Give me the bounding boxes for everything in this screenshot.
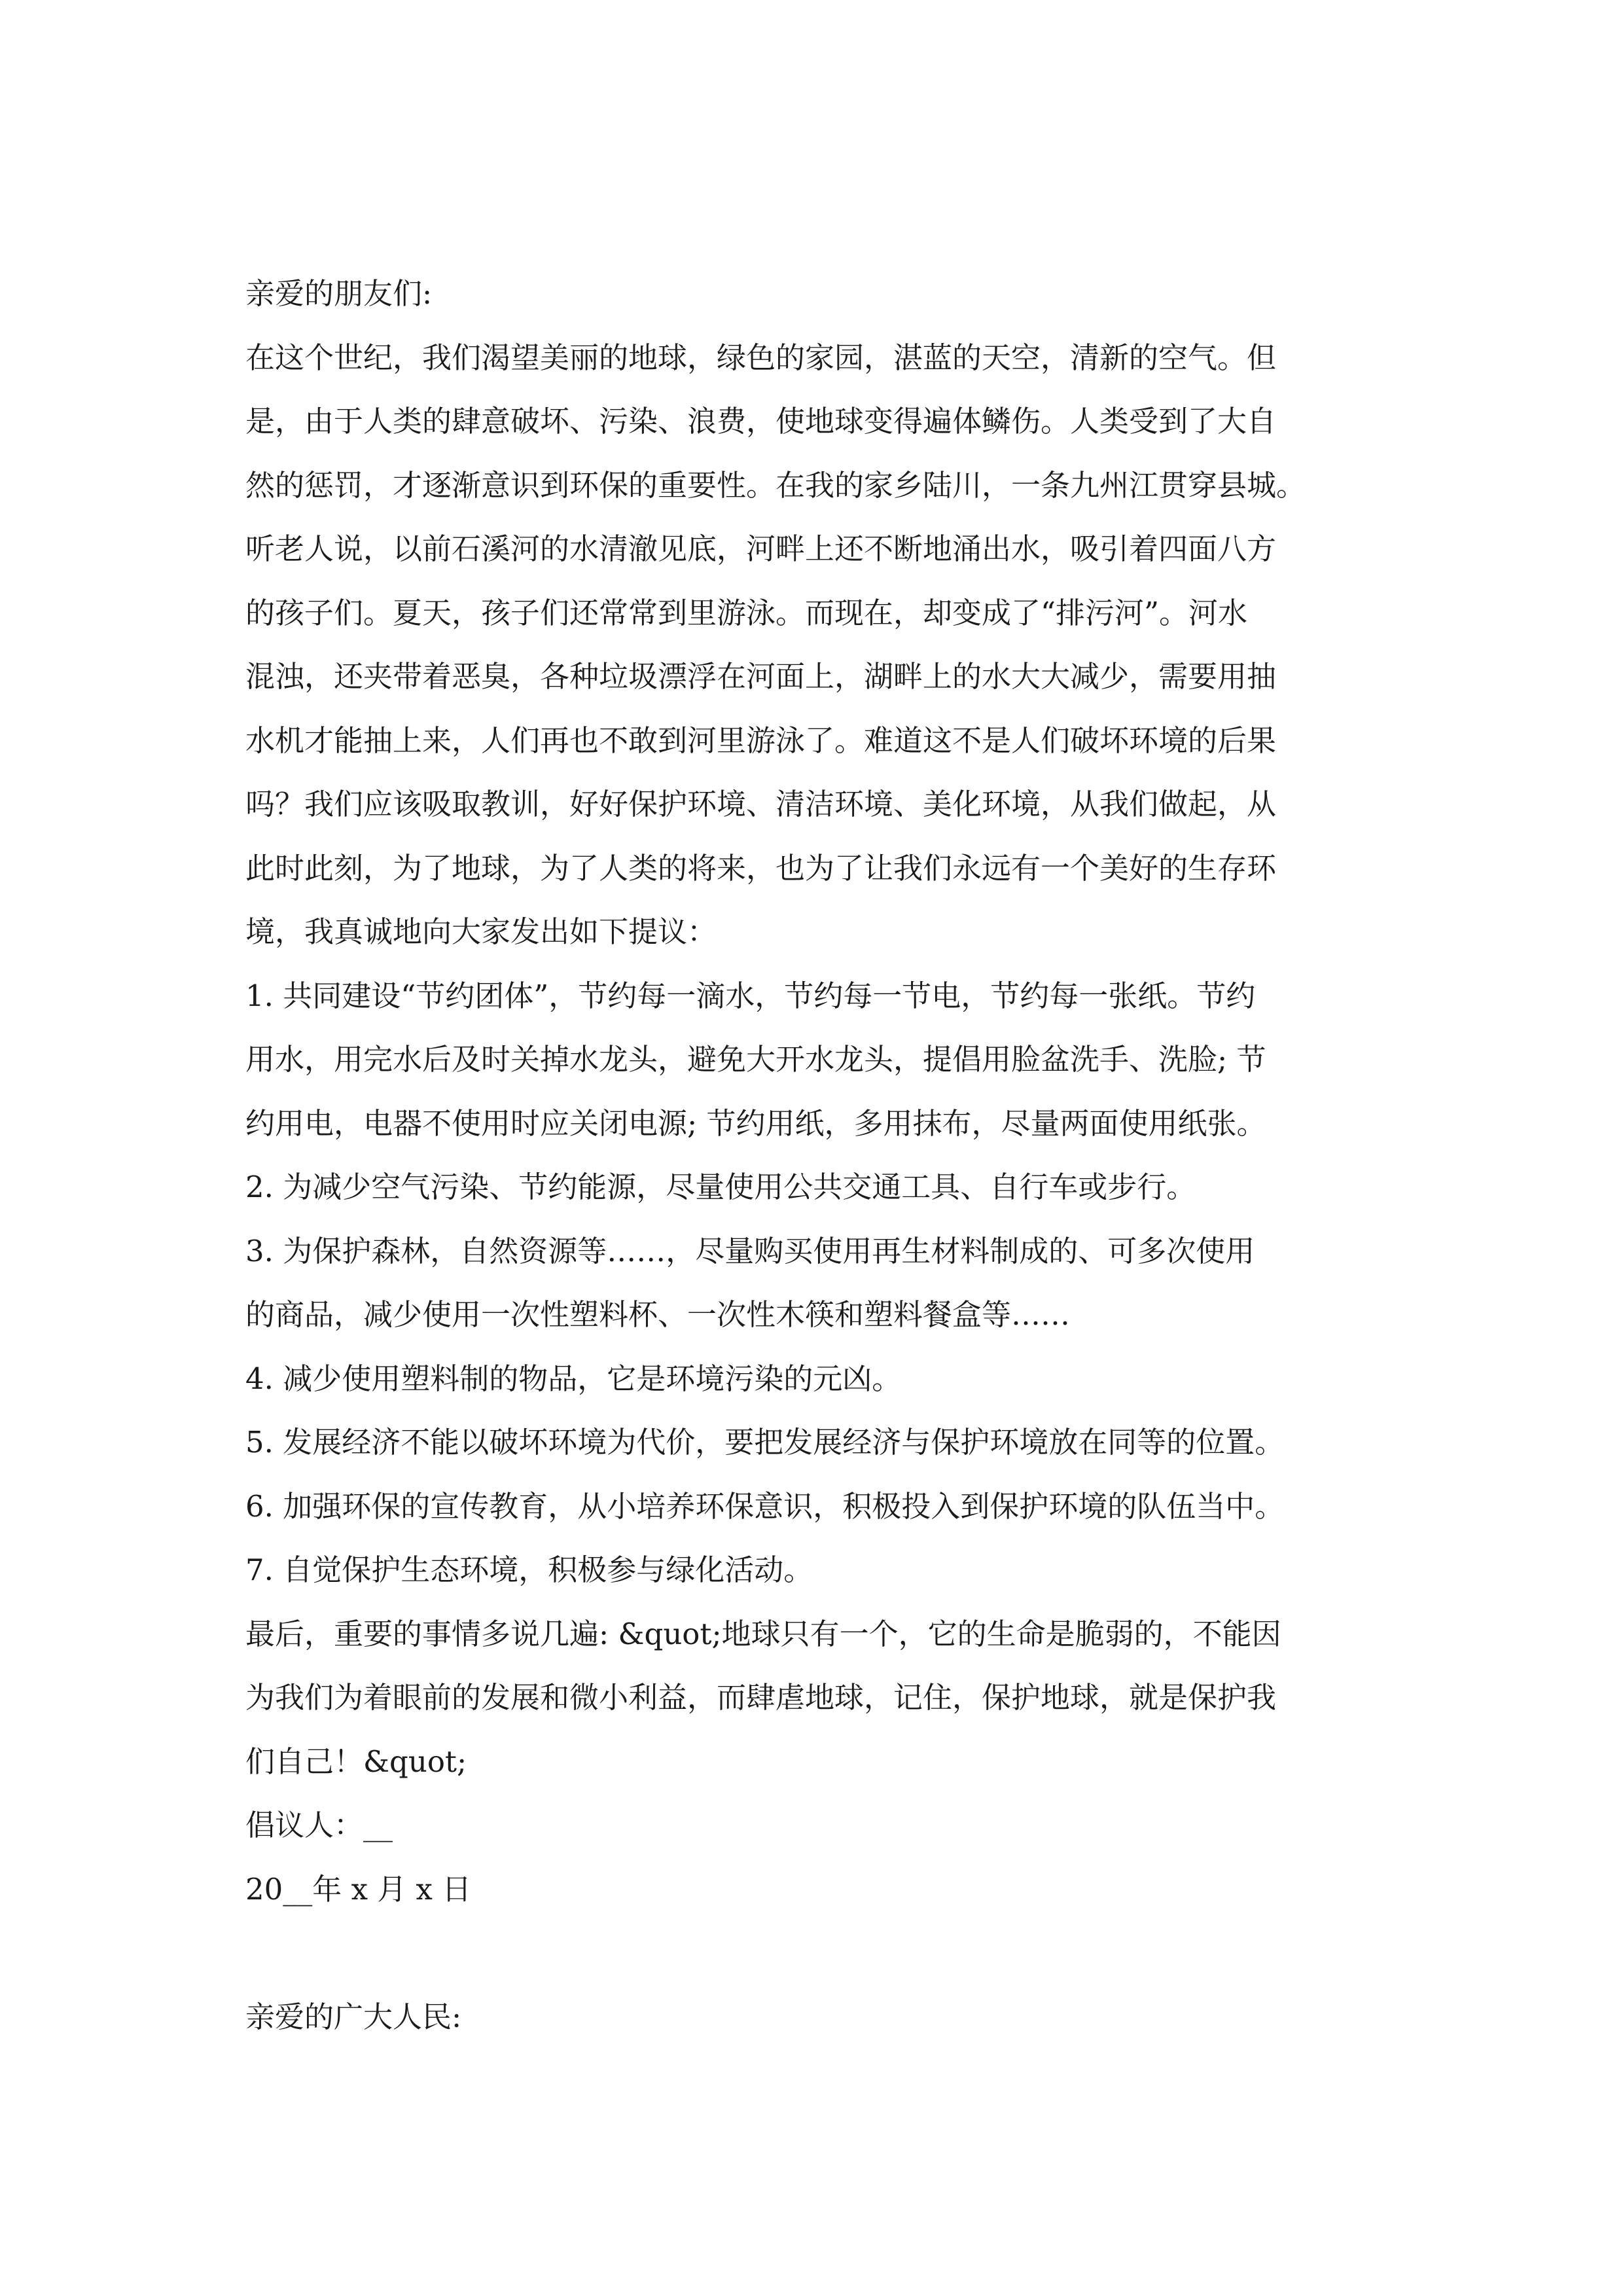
- proposal-item-1-cont: 用水，用完水后及时关掉水龙头，避免大开水龙头，提倡用脸盆洗手、洗脸; 节: [245, 1042, 1266, 1077]
- paragraph-line: 然的惩罚，才逐渐意识到环保的重要性。在我的家乡陆川，一条九州江贯穿县城。: [245, 467, 1306, 503]
- proposal-item-1-cont: 约用电，电器不使用时应关闭电源; 节约用纸，多用抹布，尽量两面使用纸张。: [245, 1105, 1266, 1141]
- proposal-item-3: 3. 为保护森林，自然资源等……，尽量购买使用再生材料制成的、可多次使用: [245, 1233, 1255, 1268]
- paragraph-line: 吗？我们应该吸取教训，好好保护环境、清洁环境、美化环境，从我们做起，从: [245, 787, 1277, 821]
- section-gap: [245, 1921, 1400, 1985]
- proposal-item-5: 5. 发展经济不能以破坏环境为代价，要把发展经济与保护环境放在同等的位置。: [245, 1425, 1285, 1460]
- closing-line: 最后，重要的事情多说几遍: &quot;地球只有一个，它的生命是脆弱的，不能因: [245, 1616, 1281, 1651]
- next-letter-greeting: 亲爱的广大人民:: [245, 1999, 462, 2034]
- paragraph-line: 水机才能抽上来，人们再也不敢到河里游泳了。难道这不是人们破坏环境的后果: [245, 723, 1277, 758]
- proposal-item-2: 2. 为减少空气污染、节约能源，尽量使用公共交通工具、自行车或步行。: [245, 1170, 1196, 1204]
- proposal-item-3-cont: 的商品，减少使用一次性塑料杯、一次性木筷和塑料餐盒等……: [245, 1297, 1071, 1332]
- proposal-item-6: 6. 加强环保的宣传教育，从小培养环保意识，积极投入到保护环境的队伍当中。: [245, 1488, 1285, 1524]
- paragraph-line: 混浊，还夹带着恶臭，各种垃圾漂浮在河面上，湖畔上的水大大减少，需要用抽: [245, 659, 1277, 694]
- proposal-item-4: 4. 减少使用塑料制的物品，它是环境污染的元凶。: [245, 1361, 902, 1396]
- letter-body: [245, 262, 1400, 2049]
- closing-line: 们自己！&quot;: [245, 1744, 467, 1779]
- proposal-item-1: 1. 共同建设“节约团体”，节约每一滴水，节约每一节电，节约每一张纸。节约: [245, 978, 1256, 1013]
- paragraph-line: 在这个世纪，我们渴望美丽的地球，绿色的家园，湛蓝的天空，清新的空气。但: [245, 340, 1277, 375]
- paragraph-line: 此时此刻，为了地球，为了人类的将来，也为了让我们永远有一个美好的生存环: [245, 850, 1277, 886]
- paragraph-line: 境，我真诚地向大家发出如下提议：: [245, 914, 717, 949]
- paragraph-line: 的孩子们。夏天，孩子们还常常到里游泳。而现在，却变成了“排污河”。河水: [245, 595, 1248, 630]
- signature-line: 倡议人：__: [245, 1808, 393, 1842]
- paragraph-line: 听老人说，以前石溪河的水清澈见底，河畔上还不断地涌出水，吸引着四面八方: [245, 531, 1277, 566]
- greeting: 亲爱的朋友们:: [245, 276, 433, 311]
- paragraph-line: 是，由于人类的肆意破坏、污染、浪费，使地球变得遍体鳞伤。人类受到了大自: [245, 404, 1277, 439]
- proposal-item-7: 7. 自觉保护生态环境，积极参与绿化活动。: [245, 1552, 813, 1587]
- closing-line: 为我们为着眼前的发展和微小利益，而肆虐地球，记住，保护地球，就是保护我: [245, 1680, 1277, 1715]
- date-line: 20__年 x 月 x 日: [245, 1871, 472, 1907]
